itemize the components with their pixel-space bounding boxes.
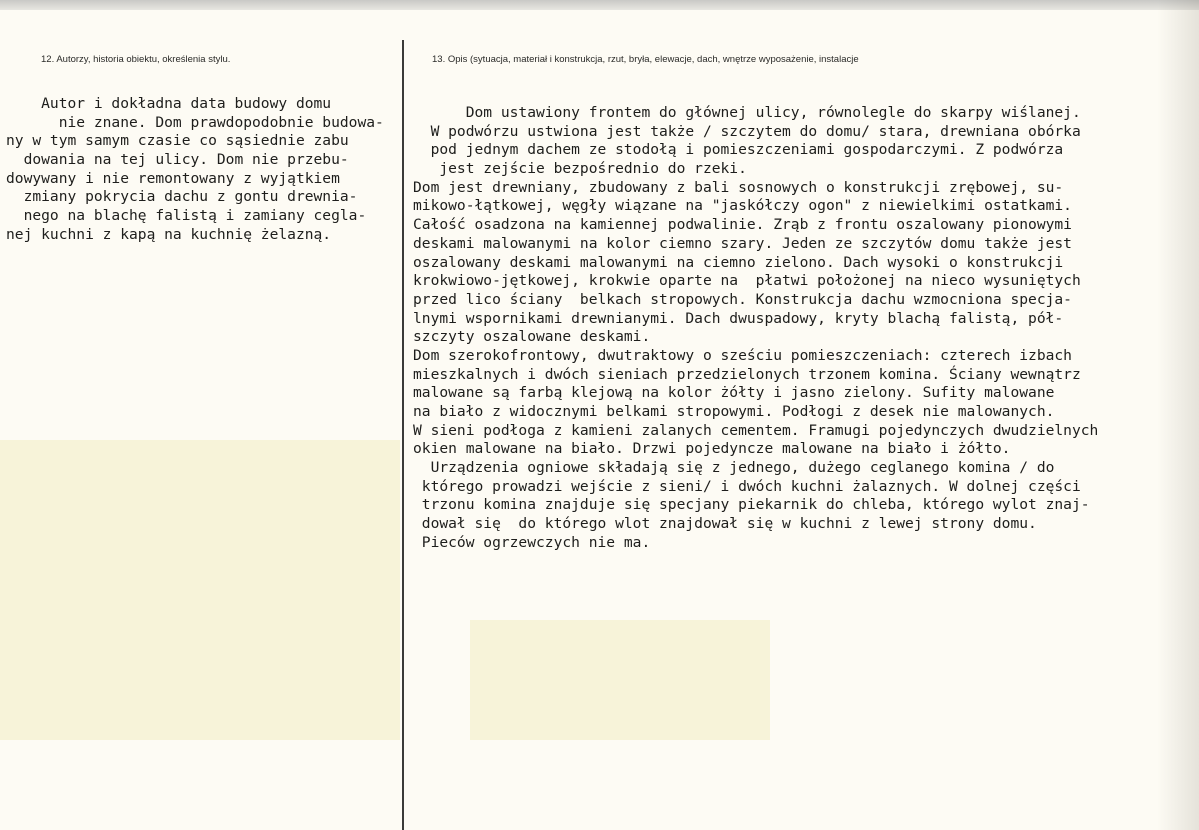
text-line: malowane są farbą klejową na kolor żółty i jasno zielony. Sufity malowane bbox=[413, 384, 1055, 402]
right-column-text bbox=[413, 104, 1185, 553]
text-line: trzonu komina znajduje się specjany piekarnik do chleba, którego wylot znaj- bbox=[413, 496, 1090, 514]
text-line: Dom ustawiony frontem do głównej ulicy, równolegle do skarpy wiślanej. bbox=[413, 104, 1081, 121]
text-line: Urządzenia ogniowe składają się z jednego, dużego ceglanego komina / do bbox=[413, 459, 1055, 477]
text-line: Dom jest drewniany, zbudowany z bali sosnowych o konstrukcji zrębowej, su- bbox=[413, 178, 1064, 196]
text-line: Pieców ogrzewczych nie ma. bbox=[413, 533, 651, 551]
text-line: lnymi wspornikami drewnianymi. Dach dwuspadowy, kryty blachą falistą, pół- bbox=[413, 309, 1064, 327]
text-line: którego prowadzi wejście z sieni/ i dwóch kuchni żalaznych. W dolnej części bbox=[413, 477, 1081, 495]
text-line: dowywany i nie remontowany z wyjątkiem bbox=[6, 169, 340, 187]
text-line: W sieni podłoga z kamieni zalanych cementem. Framugi pojedynczych dwudzielnych bbox=[413, 421, 1099, 439]
text-line: nej kuchni z kapą na kuchnię żelazną. bbox=[6, 225, 332, 243]
text-line: przed lico ściany belkach stropowych. Konstrukcja dachu wzmocniona specja- bbox=[413, 290, 1072, 308]
text-line: Autor i dokładna data budowy domu bbox=[6, 95, 332, 112]
text-line: mieszkalnych i dwóch sieniach przedzielonych trzonem komina. Ściany wewnątrz bbox=[413, 365, 1081, 383]
text-line: nego na blachę falistą i zamiany cegla- bbox=[6, 207, 367, 225]
text-line: szczyty oszalowane deskami. bbox=[413, 328, 651, 346]
right-column-heading: 13. Opis (sytuacja, materiał i konstrukcja, rzut, bryła, elewacje, dach, wnętrze wyposażenie, instalacje bbox=[432, 54, 859, 65]
text-line: deskami malowanymi na kolor ciemno szary. Jeden ze szczytów domu także jest bbox=[413, 234, 1072, 252]
text-line: W podwórzu ustwiona jest także / szczytem do domu/ stara, drewniana obórka bbox=[413, 122, 1081, 140]
left-column-heading: 12. Autorzy, historia obiektu, określenia stylu. bbox=[41, 54, 231, 65]
text-line: dował się do którego wlot znajdował się w kuchni z lewej strony domu. bbox=[413, 515, 1037, 533]
paper-stain bbox=[470, 620, 770, 740]
column-divider bbox=[402, 40, 404, 830]
text-line: na biało z widocznymi belkami stropowymi. Podłogi z desek nie malowanych. bbox=[413, 403, 1055, 420]
text-line: ny w tym samym czasie co sąsiednie zabu bbox=[6, 132, 349, 150]
text-line: Całość osadzona na kamiennej podwalinie. Zrąb z frontu oszalowany pionowymi bbox=[413, 216, 1072, 234]
scanner-top-edge bbox=[0, 0, 1199, 10]
text-line: oszalowany deskami malowanymi na ciemno zielono. Dach wysoki o konstrukcji bbox=[413, 253, 1064, 271]
text-line: dowania na tej ulicy. Dom nie przebu- bbox=[6, 151, 349, 169]
left-column-text bbox=[6, 95, 398, 245]
text-line: nie znane. Dom prawdopodobnie budowa- bbox=[6, 113, 384, 131]
text-line: krokwiowo-jętkowej, krokwie oparte na płatwi położonej na nieco wysuniętych bbox=[413, 272, 1081, 290]
paper-stain bbox=[0, 440, 400, 740]
text-line: zmiany pokrycia dachu z gontu drewnia- bbox=[6, 188, 358, 206]
text-line: pod jednym dachem ze stodołą i pomieszczeniami gospodarczymi. Z podwórza bbox=[413, 141, 1064, 159]
text-line: jest zejście bezpośrednio do rzeki. bbox=[413, 160, 747, 178]
text-line: Dom szerokofrontowy, dwutraktowy o sześciu pomieszczeniach: czterech izbach bbox=[413, 346, 1072, 364]
text-line: mikowo-łątkowej, węgły wiązane na "jaskółczy ogon" z niewielkimi ostatkami. bbox=[413, 197, 1072, 215]
text-line: okien malowane na biało. Drzwi pojedyncze malowane na biało i żółto. bbox=[413, 440, 1011, 458]
